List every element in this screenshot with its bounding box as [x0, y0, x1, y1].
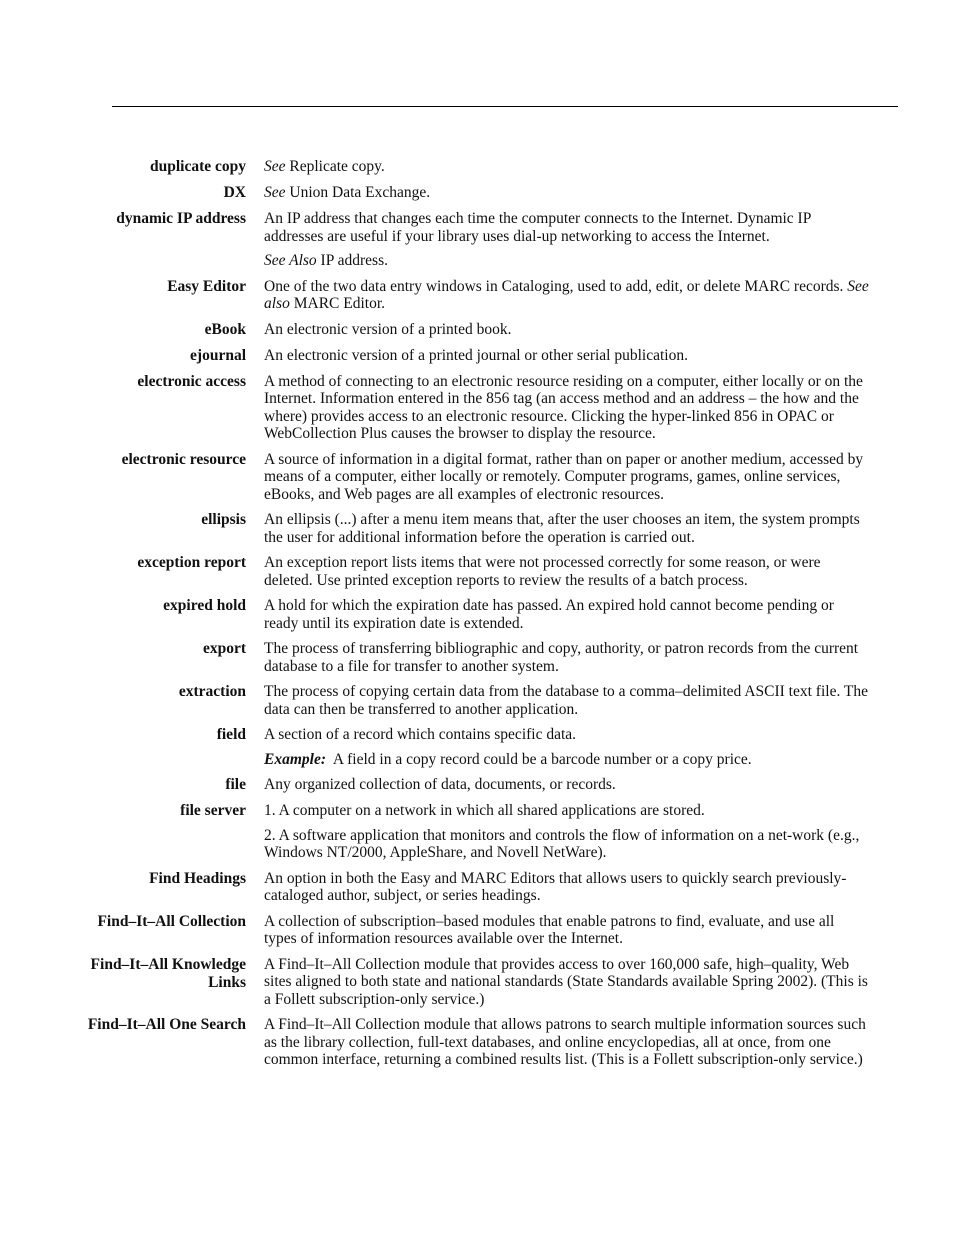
glossary-term: eBook [204, 320, 246, 338]
glossary-entry [60, 912, 870, 948]
glossary-definition [264, 1015, 870, 1069]
glossary-term: electronic access [137, 372, 246, 390]
glossary-definition [264, 869, 870, 905]
glossary-entry [60, 639, 870, 675]
glossary-definition [264, 450, 870, 504]
glossary-entry [60, 346, 870, 365]
glossary-definition [264, 372, 870, 443]
glossary-entry [60, 596, 870, 632]
definition-text: A field in a copy record could be a barcode number or a copy price. [326, 750, 752, 768]
glossary-definition [264, 955, 870, 1009]
glossary-term: ejournal [190, 346, 246, 364]
glossary-definition [264, 320, 870, 339]
definition-paragraph [264, 596, 870, 632]
glossary-definition [264, 596, 870, 632]
definition-text: A hold for which the expiration date has passed. An expired hold cannot become pending or ready until its expiration date is extended. [264, 597, 838, 632]
definition-paragraph [264, 183, 870, 202]
definition-text: Union Data Exchange. [285, 184, 431, 201]
glossary-definition [264, 346, 870, 365]
glossary-term: field [216, 726, 246, 743]
glossary-term: DX [223, 184, 246, 201]
glossary-entry [60, 320, 870, 339]
glossary-entry [60, 1015, 870, 1069]
definition-paragraph [264, 912, 870, 948]
glossary-entry [60, 510, 870, 546]
definition-paragraph [264, 251, 870, 270]
definition-paragraph [264, 346, 870, 365]
glossary-entry [60, 553, 870, 589]
glossary-definition [264, 157, 870, 176]
glossary-term: file [225, 776, 246, 793]
definition-text: The process of copying certain data from the database to a comma–delimited ASCII text file. The data can then be transferred to another application. [264, 683, 872, 718]
definition-text: An electronic version of a printed journal or other serial publication. [264, 346, 688, 364]
definition-text: Replicate copy. [285, 158, 385, 175]
see-reference-label: See [264, 184, 286, 201]
definition-paragraph [264, 553, 870, 589]
definition-text: 1. A computer on a network in which all shared applications are stored. [264, 802, 705, 819]
definition-text: An ellipsis (...) after a menu item means that, after the user chooses an item, the system prompts the user for additional information before the operation is carried out. [264, 511, 864, 546]
glossary-definition [264, 510, 870, 546]
definition-paragraph [264, 450, 870, 504]
glossary-term: export [202, 640, 246, 657]
glossary-definition [264, 682, 870, 718]
glossary-list [60, 157, 870, 1076]
glossary-entry [60, 277, 870, 313]
header-rule [112, 106, 898, 107]
glossary-term: Easy Editor [167, 277, 246, 295]
glossary-definition [264, 912, 870, 948]
glossary-term: ellipsis [201, 511, 246, 528]
definition-text: An electronic version of a printed book. [264, 320, 512, 338]
glossary-entry [60, 869, 870, 905]
definition-text: A source of information in a digital format, rather than on paper or another medium, accessed by means of a computer, either locally or remotely. Computer programs, games, online services, eBooks, and Web pages are all examples of electronic resources. [264, 450, 868, 503]
glossary-entry [60, 725, 870, 768]
see-reference-label: See Also [264, 252, 317, 269]
glossary-term: dynamic IP address [116, 210, 246, 227]
definition-text: A method of connecting to an electronic resource residing on a computer, either locally or on the Internet. Information entered in the 856 tag (an access method and an address – the how and the where) provides access to an electronic resource. Clicking the hyper-linked 856 in OPAC or WebCollection Plus causes the browser to display the resource. [264, 372, 867, 442]
definition-text: 2. A software application that monitors and controls the flow of information on a net-work (e.g., Windows NT/2000, AppleShare, and Novell NetWare). [264, 826, 863, 861]
definition-paragraph [264, 320, 870, 339]
glossary-entry [60, 183, 870, 202]
glossary-term: expired hold [163, 597, 246, 614]
see-reference-label: See [264, 158, 286, 175]
glossary-entry [60, 209, 870, 270]
glossary-term: Find–It–All Knowledge Links [90, 955, 246, 991]
see-also-label: See also [264, 277, 869, 312]
definition-text: A Find–It–All Collection module that allows patrons to search multiple information sources such as the library collection, full-text databases, and online encyclopedias, all at once, from one common interface, returning a combined results list. (This is a Follett subscription-only service.) [264, 1016, 870, 1068]
glossary-definition [264, 639, 870, 675]
definition-paragraph [264, 682, 870, 718]
definition-paragraph [264, 1015, 870, 1069]
glossary-entry [60, 775, 870, 794]
definition-text: A section of a record which contains specific data. [264, 726, 577, 743]
glossary-definition [264, 725, 870, 768]
glossary-entry [60, 157, 870, 176]
definition-text: An exception report lists items that were not processed correctly for some reason, or were deleted. Use printed exception reports to review the results of a batch process. [264, 554, 825, 589]
glossary-definition [264, 209, 870, 270]
glossary-term: extraction [178, 683, 246, 700]
glossary-entry [60, 955, 870, 1009]
glossary-entry [60, 682, 870, 718]
definition-paragraph [264, 801, 870, 820]
definition-text: MARC Editor. [289, 295, 386, 312]
definition-paragraph [264, 510, 870, 546]
definition-text: The process of transferring bibliographic and copy, authority, or patron records from the current database to a file for transfer to another system. [264, 640, 862, 675]
definition-text: An IP address that changes each time the computer connects to the Internet. Dynamic IP addresses are useful if your library uses dial-up networking to access the Internet. [264, 210, 815, 245]
glossary-term: file server [180, 802, 246, 819]
definition-text: An option in both the Easy and MARC Editors that allows users to quickly search previously-cataloged author, subject, or series headings. [264, 869, 847, 904]
definition-paragraph [264, 725, 870, 744]
glossary-term: duplicate copy [149, 158, 246, 175]
glossary-definition [264, 775, 870, 794]
definition-paragraph [264, 277, 870, 313]
glossary-definition [264, 553, 870, 589]
glossary-definition [264, 801, 870, 862]
glossary-entry [60, 450, 870, 504]
glossary-term: Find Headings [149, 869, 246, 887]
glossary-term: exception report [137, 554, 246, 571]
glossary-term: electronic resource [121, 450, 246, 468]
definition-paragraph [264, 372, 870, 443]
definition-text: A collection of subscription–based modules that enable patrons to find, evaluate, and use all types of information resources available over the Internet. [264, 912, 839, 947]
definition-text: A Find–It–All Collection module that provides access to over 160,000 safe, high–quality, Web sites aligned to both state and national standards (State Standards available Spring 2002). (This is a Follett subscription-only service.) [264, 955, 872, 1008]
definition-paragraph [264, 157, 870, 176]
glossary-definition [264, 183, 870, 202]
definition-text: Any organized collection of data, documents, or records. [264, 776, 616, 793]
glossary-entry [60, 801, 870, 862]
definition-paragraph [264, 639, 870, 675]
definition-paragraph [264, 209, 870, 245]
definition-paragraph [264, 775, 870, 794]
glossary-entry [60, 372, 870, 443]
definition-text: IP address. [316, 252, 388, 269]
definition-paragraph [264, 869, 870, 905]
definition-paragraph [264, 750, 870, 769]
example-label: Example: [264, 750, 326, 768]
definition-paragraph [264, 826, 870, 862]
glossary-term: Find–It–All Collection [97, 912, 246, 930]
definition-paragraph [264, 955, 870, 1009]
definition-text: One of the two data entry windows in Cataloging, used to add, edit, or delete MARC records. [264, 277, 848, 295]
glossary-definition [264, 277, 870, 313]
glossary-term: Find–It–All One Search [87, 1016, 246, 1033]
